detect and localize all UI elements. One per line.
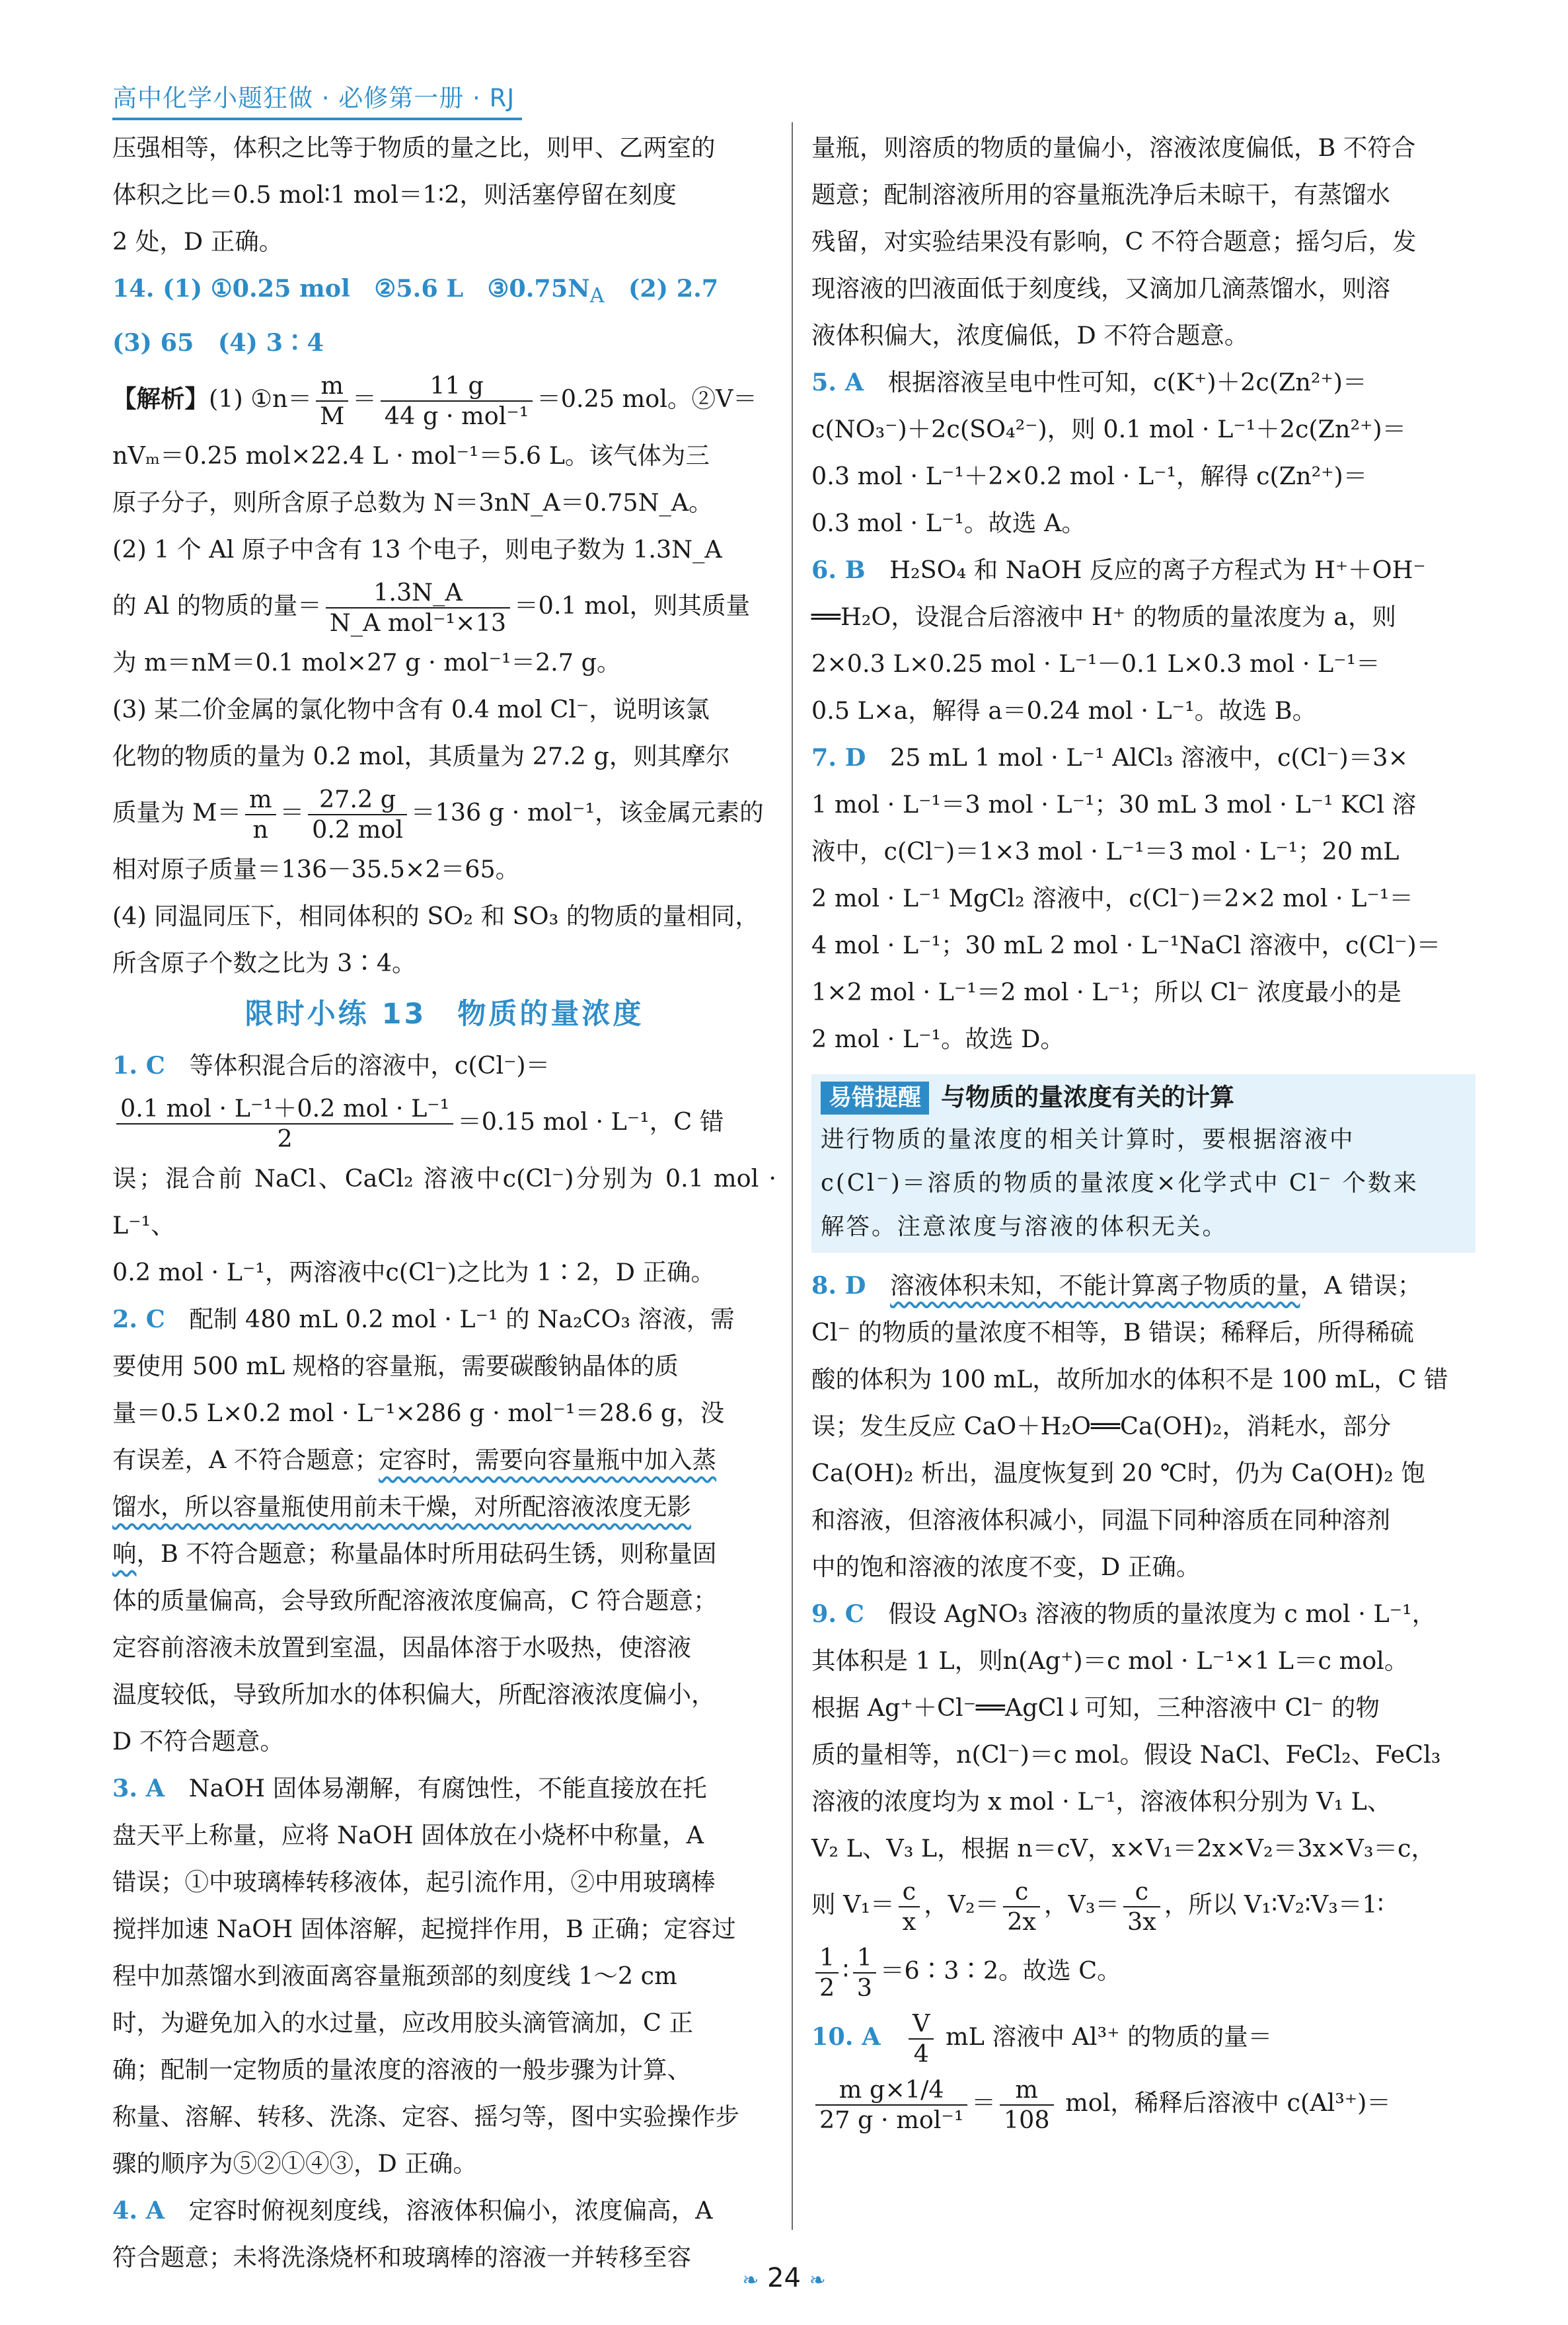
- text-line: 量＝0.5 L×0.2 mol · L⁻¹×286 g · mol⁻¹＝28.6 g，没: [112, 1399, 725, 1428]
- text-line: c(NO₃⁻)＋2c(SO₄²⁻)，则 0.1 mol · L⁻¹＋2c(Zn²⁺)＝: [811, 415, 1407, 443]
- text-line: Cl⁻ 的物质的量浓度不相等，B 错误；稀释后，所得稀硫: [811, 1318, 1414, 1347]
- text-line: 有误差，A 不符合题意；定容时，需要向容量瓶中加入蒸: [112, 1446, 716, 1475]
- q14-explanation-1: 【解析】(1) ①n＝ $\frac{m}{M}$ ＝ $\frac{11 g}{\text{44 g · mol⁻¹}}$ ＝0.25 mol。②V＝: [112, 371, 757, 430]
- text-line: 程中加蒸馏水到液面离容量瓶颈部的刻度线 1～2 cm: [112, 1962, 677, 1991]
- text-line: 误；混合前 NaCl、CaCl₂ 溶液中c(Cl⁻)分别为 0.1 mol · L⁻¹、: [112, 1164, 776, 1240]
- text-line: 原子分子，则所含原子总数为 N＝3nN_A＝0.75N_A。: [112, 488, 713, 517]
- text-line: 0.3 mol · L⁻¹＋2×0.2 mol · L⁻¹，解得 c(Zn²⁺)＝: [811, 462, 1368, 490]
- text-line: 体积之比＝0.5 mol∶1 mol＝1∶2，则活塞停留在刻度: [112, 180, 677, 209]
- text-line: 残留，对实验结果没有影响，C 不符合题意；摇匀后，发: [811, 227, 1417, 256]
- text-line: 化物的物质的量为 0.2 mol，其质量为 27.2 g，则其摩尔: [112, 742, 730, 771]
- text-line: 酸的体积为 100 mL，故所加水的体积不是 100 mL，C 错: [811, 1365, 1448, 1393]
- leaf-ornament-icon: ❧: [742, 2269, 759, 2292]
- q10-fraction-line: $\frac{\text{m g×1/4}}{\text{27 g · mol⁻¹}}$ ＝ $\frac{m}{108}$ mol，稀释后溶液中 c(Al³⁺)＝: [811, 2070, 1475, 2136]
- text-line: 根据 Ag⁺＋Cl⁻══AgCl↓可知，三种溶液中 Cl⁻ 的物: [811, 1693, 1380, 1722]
- text-line: 质的量相等，n(Cl⁻)＝c mol。假设 NaCl、FeCl₂、FeCl₃: [811, 1740, 1441, 1769]
- text-line: 和溶液，但溶液体积减小，同温下同种溶质在同种溶剂: [811, 1506, 1390, 1534]
- text-line: 0.5 L×a，解得 a＝0.24 mol · L⁻¹。故选 B。: [811, 696, 1317, 725]
- text-line: 2 处，D 正确。: [112, 227, 283, 256]
- q14-explanation-3: 质量为 M＝ $\frac{m}{n}$ ＝ $\frac{27.2 g}{\text{0.2 mol}}$ ＝136 g · mol⁻¹，该金属元素的: [112, 784, 764, 844]
- q9-fraction-line-2: $\frac{1}{2}$ ∶ $\frac{1}{3}$ ＝6∶3∶2。故选 C。: [811, 1938, 1475, 2004]
- q7-line: 7. D 25 mL 1 mol · L⁻¹ AlCl₃ 溶液中，c(Cl⁻)＝3×: [811, 743, 1409, 772]
- text-line: 现溶液的凹液面低于刻度线，又滴加几滴蒸馏水，则溶: [811, 274, 1390, 303]
- tip-box: [811, 1074, 1475, 1253]
- text-line: 确；配制一定物质的量浓度的溶液的一般步骤为计算、: [112, 2055, 691, 2085]
- text-line: 时，为避免加入的水过量，应改用胶头滴管滴加，C 正: [112, 2009, 694, 2038]
- text-line: 4 mol · L⁻¹；30 mL 2 mol · L⁻¹NaCl 溶液中，c(Cl⁻)＝: [811, 931, 1441, 959]
- page-number: [727, 2263, 841, 2293]
- q1-line: 1. C 等体积混合后的溶液中，c(Cl⁻)＝: [112, 1051, 550, 1080]
- text-line: 2×0.3 L×0.25 mol · L⁻¹－0.1 L×0.3 mol · L⁻¹＝: [811, 649, 1380, 678]
- leaf-ornament-icon: ❧: [809, 2269, 826, 2292]
- text-line: 其体积是 1 L，则n(Ag⁺)＝c mol · L⁻¹×1 L＝c mol。: [811, 1646, 1409, 1675]
- text-line: 液体积偏大，浓度偏低，D 不符合题意。: [811, 321, 1249, 350]
- q14-answer: 14. (1) ①0.25 mol ②5.6 L $③0.75N_A$ (2) 2.7: [112, 274, 719, 308]
- text-line: 定容前溶液未放置到室温，因晶体溶于水吸热，使溶液: [112, 1633, 691, 1662]
- text-line: 液中，c(Cl⁻)＝1×3 mol · L⁻¹＝3 mol · L⁻¹；20 mL: [811, 837, 1400, 866]
- tip-header: [821, 1077, 1466, 1118]
- left-column: [112, 124, 776, 2281]
- text-line: 为 m＝nM＝0.1 mol×27 g · mol⁻¹＝2.7 g。: [112, 648, 621, 677]
- text-line: 2 mol · L⁻¹ MgCl₂ 溶液中，c(Cl⁻)＝2×2 mol · L⁻¹＝: [811, 884, 1413, 912]
- text-line: 骤的顺序为⑤②①④③，D 正确。: [112, 2149, 477, 2178]
- text-line: 所含原子个数之比为 3∶4。: [112, 949, 416, 978]
- text-line: 题意；配制溶液所用的容量瓶洗净后未晾干，有蒸馏水: [811, 180, 1390, 209]
- text-line: 量瓶，则溶质的物质的量偏小，溶液浓度偏低，B 不符合: [811, 133, 1416, 162]
- text-line: (3) 某二价金属的氯化物中含有 0.4 mol Cl⁻，说明该氯: [112, 695, 710, 724]
- text-line: 盘天平上称量，应将 NaOH 固体放在小烧杯中称量，A: [112, 1821, 704, 1850]
- text-line: 2 mol · L⁻¹。故选 D。: [811, 1025, 1064, 1053]
- column-divider: [792, 122, 793, 2230]
- text-line: 1×2 mol · L⁻¹＝2 mol · L⁻¹；所以 Cl⁻ 浓度最小的是: [811, 978, 1401, 1006]
- text-line: 相对原子质量＝136－35.5×2＝65。: [112, 855, 520, 884]
- text-line: D 不符合题意。: [112, 1727, 284, 1756]
- text-line: 1 mol · L⁻¹＝3 mol · L⁻¹；30 mL 3 mol · L⁻¹ KCl 溶: [811, 790, 1417, 819]
- text-line: 体的质量偏高，会导致所配溶液浓度偏高，C 符合题意；: [112, 1586, 718, 1615]
- text-line: nVₘ＝0.25 mol×22.4 L · mol⁻¹＝5.6 L。该气体为三: [112, 441, 710, 470]
- q4-line: 4. A 定容时俯视刻度线，溶液体积偏小，浓度偏高，A: [112, 2196, 713, 2225]
- page-number-text: 24: [767, 2263, 801, 2293]
- text-line: Ca(OH)₂ 析出，温度恢复到 20 ℃时，仍为 Ca(OH)₂ 饱: [811, 1459, 1425, 1487]
- q14-answer-2: (3) 65 (4) 3∶4: [112, 328, 324, 357]
- text-line: 要使用 500 mL 规格的容量瓶，需要碳酸钠晶体的质: [112, 1352, 679, 1381]
- text-line: ══H₂O，设混合后溶液中 H⁺ 的物质的量浓度为 a，则: [811, 603, 1396, 631]
- text-line: 符合题意；未将洗涤烧杯和玻璃棒的溶液一并转移至容: [112, 2243, 691, 2272]
- text-line: 温度较低，导致所加水的体积偏大，所配溶液浓度偏小，: [112, 1680, 716, 1709]
- text-line: 称量、溶解、转移、洗涤、定容、摇匀等，图中实验操作步: [112, 2102, 739, 2131]
- text-line: 搅拌加速 NaOH 固体溶解，起搅拌作用，B 正确；定容过: [112, 1915, 736, 1944]
- q9-line: 9. C 假设 AgNO₃ 溶液的物质的量浓度为 c mol · L⁻¹，: [811, 1600, 1437, 1628]
- section-title: 限时小练 13 物质的量浓度: [244, 998, 644, 1031]
- q10-line: 10. A $\frac{V}{4}$ mL 溶液中 Al³⁺ 的物质的量＝: [811, 2009, 1273, 2068]
- q5-line: 5. A 根据溶液呈电中性可知，c(K⁺)＋2c(Zn²⁺)＝: [811, 368, 1367, 396]
- text-line: 0.2 mol · L⁻¹，两溶液中c(Cl⁻)之比为 1∶2，D 正确。: [112, 1258, 716, 1287]
- q1-fraction-line: $\frac{\text{0.1 mol · L⁻¹＋0.2 mol · L⁻¹}}{2}$ ＝0.15 mol · L⁻¹，C 错: [112, 1089, 776, 1155]
- tip-tag: 易错提醒: [821, 1082, 929, 1115]
- text-line: 溶液的浓度均为 x mol · L⁻¹，溶液体积分别为 V₁ L、: [811, 1787, 1392, 1816]
- tip-body: 进行物质的量浓度的相关计算时，要根据溶液中 c(Cl⁻)＝溶质的物质的量浓度×化学式中 Cl⁻ 个数来 解答。注意浓度与溶液的体积无关。: [821, 1126, 1419, 1240]
- text-line: 中的饱和溶液的浓度不变，D 正确。: [811, 1553, 1201, 1581]
- text-line: 响，B 不符合题意；称量晶体时所用砝码生锈，则称量固: [112, 1539, 717, 1568]
- q2-line: 2. C 配制 480 mL 0.2 mol · L⁻¹ 的 Na₂CO₃ 溶液，需: [112, 1305, 735, 1334]
- q6-line: 6. B H₂SO₄ 和 NaOH 反应的离子方程式为 H⁺＋OH⁻: [811, 556, 1426, 584]
- q3-line: 3. A NaOH 固体易潮解，有腐蚀性，不能直接放在托: [112, 1774, 707, 1803]
- tip-title: 与物质的量浓度有关的计算: [941, 1083, 1235, 1111]
- text-line: 0.3 mol · L⁻¹。故选 A。: [811, 509, 1086, 537]
- text-line: 压强相等，体积之比等于物质的量之比，则甲、乙两室的: [112, 133, 716, 162]
- text-line: 错误；①中玻璃棒转移液体，起引流作用，②中用玻璃棒: [112, 1868, 716, 1897]
- q8-line: 8. D 溶液体积未知，不能计算离子物质的量，A 错误；: [811, 1271, 1422, 1300]
- right-column: [811, 124, 1475, 2136]
- text-line: V₂ L、V₃ L，根据 n＝cV，x×V₁＝2x×V₂＝3x×V₃＝c，: [811, 1834, 1435, 1863]
- text-line: (2) 1 个 Al 原子中含有 13 个电子，则电子数为 1.3N_A: [112, 535, 722, 564]
- q9-fraction-line: 则 V₁＝ $\frac{c}{x}$ ，V₂＝ $\frac{c}{2x}$ ，V₃＝ $\frac{c}{3x}$ ，所以 V₁∶V₂∶V₃＝1∶: [811, 1876, 1384, 1936]
- text-line: 馏水，所以容量瓶使用前未干燥，对所配溶液浓度无影: [112, 1493, 691, 1522]
- text-line: (4) 同温同压下，相同体积的 SO₂ 和 SO₃ 的物质的量相同，: [112, 902, 759, 931]
- running-header: 高中化学小题狂做 · 必修第一册 · RJ: [112, 78, 522, 120]
- q14-explanation-2: 的 Al 的物质的量＝ $\frac{1.3N\_A}{\text{N\_A mol⁻¹×13}}$ ＝0.1 mol，则其质量: [112, 577, 751, 637]
- text-line: 误；发生反应 CaO＋H₂O══Ca(OH)₂，消耗水，部分: [811, 1412, 1392, 1440]
